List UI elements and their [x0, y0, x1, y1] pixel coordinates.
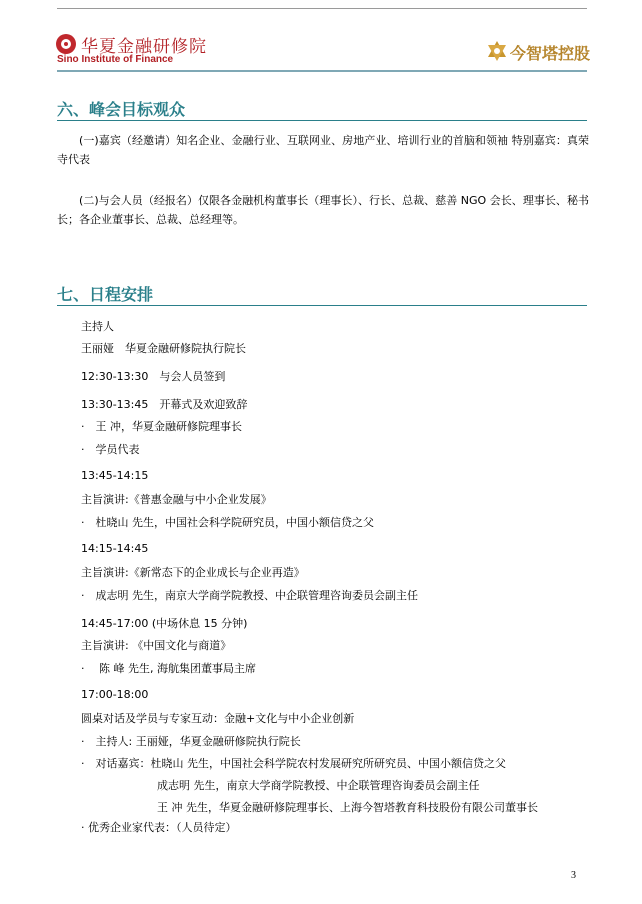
section-6-paragraph-2: [57, 191, 589, 229]
sino-institute-logo: [56, 34, 216, 66]
schedule-line: · 学员代表: [81, 443, 140, 456]
schedule-line: 圆桌对话及学员与专家互动：金融+文化与中小企业创新: [81, 712, 355, 725]
star-icon: [486, 40, 508, 62]
schedule-line: · 杜晓山 先生，中国社会科学院研究员，中国小额信贷之父: [81, 516, 374, 529]
schedule-line: 王丽娅 华夏金融研修院执行院长: [81, 342, 246, 355]
schedule-line: · 优秀企业家代表：（人员待定）: [81, 821, 237, 834]
schedule-line: · 对话嘉宾：杜晓山 先生，中国社会科学院农村发展研究所研究员、中国小额信贷之父: [81, 757, 506, 770]
section-6-paragraph-1: [57, 131, 589, 169]
top-border-line: [57, 8, 587, 9]
logo-chinese-name: 华夏金融研修院: [81, 37, 207, 57]
schedule-line: 17:00-18:00: [81, 688, 149, 701]
schedule-line: 13:45-14:15: [81, 469, 149, 482]
header-rule: [57, 70, 587, 72]
schedule-line: · 王 冲，华夏金融研修院理事长: [81, 420, 242, 433]
section-6-title: 六、峰会目标观众: [57, 100, 186, 119]
schedule-line: 主旨演讲:《新常态下的企业成长与企业再造》: [81, 566, 305, 579]
section-7-title: 七、日程安排: [57, 285, 154, 304]
seal-icon: [56, 34, 76, 54]
schedule-line: · 成志明 先生，南京大学商学院教授、中企联管理咨询委员会副主任: [81, 589, 418, 602]
jinzhita-logo: [486, 40, 596, 66]
schedule-line: 14:15-14:45: [81, 542, 149, 555]
schedule-line: · 主持人: 王丽娅，华夏金融研修院执行院长: [81, 735, 301, 748]
section-6-rule: [57, 120, 587, 121]
schedule-line: 主旨演讲:《普惠金融与中小企业发展》: [81, 493, 272, 506]
logo-english-name: Sino Institute of Finance: [57, 54, 174, 65]
section-7-rule: [57, 305, 587, 306]
schedule-line: 13:30-13:45 开幕式及欢迎致辞: [81, 398, 248, 411]
schedule-line: 王 冲 先生，华夏金融研修院理事长、上海今智塔教育科技股份有限公司董事长: [157, 801, 538, 814]
schedule-line: 成志明 先生，南京大学商学院教授、中企联管理咨询委员会副主任: [157, 779, 480, 792]
audience-guests-text: (一)嘉宾（经邀请）知名企业、金融行业、互联网业、房地产业、培训行业的首脑和领袖 特别嘉宾：真荣寺代表: [57, 134, 589, 166]
schedule-line: · 陈 峰 先生, 海航集团董事局主席: [81, 662, 256, 675]
schedule-line: 14:45-17:00 (中场休息 15 分钟): [81, 617, 248, 630]
logo-right-text: 今智塔控股: [510, 44, 591, 63]
audience-attendees-text: (二)与会人员（经报名）仅限各金融机构董事长（理事长）、行长、总裁、慈善 NGO 会长、理事长、秘书长；各企业董事长、总裁、总经理等。: [57, 194, 589, 226]
schedule-line: 12:30-13:30 与会人员签到: [81, 370, 226, 383]
schedule-line: 主持人: [81, 320, 114, 333]
page-number: 3: [571, 870, 576, 881]
schedule-line: 主旨演讲: 《中国文化与商道》: [81, 639, 232, 652]
